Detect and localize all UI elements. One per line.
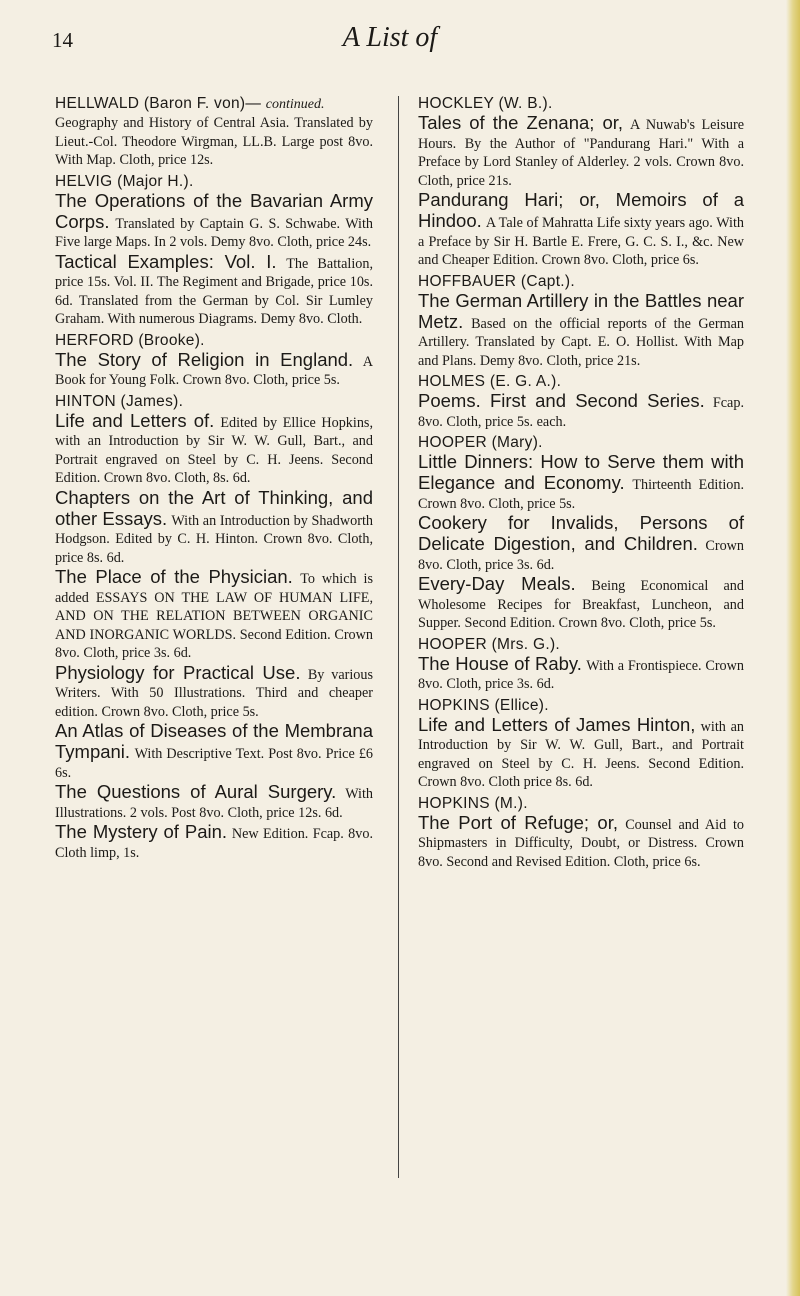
book-listing: [418, 291, 744, 371]
book-listing: [55, 721, 373, 782]
book-title: Tactical Examples: Vol. I.: [55, 250, 277, 272]
page-edge: [786, 0, 800, 1296]
catalogue-entry: [418, 94, 744, 270]
author-heading: [55, 331, 373, 350]
book-title: The Port of Refuge; or,: [418, 811, 618, 833]
book-description: To which is added ESSAYS ON THE LAW OF HUMAN LIFE, AND ON THE RELATION BETWEEN ORGANIC AND INORGANIC WORLDS. Second Edition. Crown 8vo. Cloth, price 3s. 6d.: [55, 571, 374, 661]
book-description: With an Introduction by Shadworth Hodgson. Edited by C. H. Hinton. Crown 8vo. Cloth, price 8s. 6d.: [55, 512, 373, 566]
author-name: HELLWALD (Baron F. von)—: [55, 95, 262, 112]
book-listing: [418, 391, 744, 431]
book-description: By various Writers. With 50 Illustrations. Third and cheaper edition. Crown 8vo. Cloth, price 5s.: [55, 666, 374, 720]
book-title: Cookery for Invalids, Persons of Delicate Digestion, and Children.: [418, 512, 744, 554]
author-name: HOFFBAUER (Capt.).: [418, 272, 575, 290]
running-title: A List of: [342, 22, 438, 53]
catalogue-entry: [418, 372, 744, 431]
book-description: A Nuwab's Leisure Hours. By the Author of "Pandurang Hari." With a Preface by Lord Stanley of Alderley. 2 vols. Crown 8vo. Cloth, price 21s.: [418, 117, 745, 189]
book-title: Pandurang Hari; or, Memoirs of a Hindoo.: [418, 189, 744, 231]
catalogue-entry: [418, 272, 744, 371]
catalogue-entry: [55, 392, 373, 863]
book-listing: [418, 654, 744, 694]
catalogue-entry: [418, 696, 744, 792]
book-description: Counsel and Aid to Shipmasters in Difficulty, Doubt, or Distress. Crown 8vo. Second and Revised Edition. Cloth, price 6s.: [418, 816, 745, 870]
catalogue-entry: [55, 172, 373, 329]
author-name: HOOPER (Mary).: [418, 434, 543, 451]
book-title: Chapters on the Art of Thinking, and other Essays.: [55, 486, 373, 529]
book-description: The Battalion, price 15s. Vol. II. The Regiment and Brigade, price 10s. 6d. Translated from the German by Col. Sir Lumley Graham. With numerous Diagrams. Demy 8vo. Cloth.: [55, 255, 373, 327]
book-title: Tales of the Zenana; or,: [418, 112, 624, 133]
catalogue-entry: [55, 94, 373, 170]
book-title: Physiology for Practical Use.: [55, 661, 301, 683]
right-column: [418, 92, 744, 871]
book-description: With Illustrations. 2 vols. Post 8vo. Cloth, price 12s. 6d.: [55, 786, 374, 821]
catalogue-entry: [55, 331, 373, 390]
book-description: Thirteenth Edition. Crown 8vo. Cloth, price 5s.: [418, 477, 744, 512]
author-heading: [55, 392, 373, 411]
book-description: Geography and History of Central Asia. Translated by Lieut.-Col. Theodore Wirgman, LL.B. Large post 8vo. With Map. Cloth, price 12s.: [55, 115, 373, 168]
author-name: HOLMES (E. G. A.).: [418, 373, 562, 390]
book-listing: [55, 411, 373, 488]
left-column: [55, 92, 373, 862]
book-description: With Descriptive Text. Post 8vo. Price £6 6s.: [55, 746, 374, 781]
author-name: HOPKINS (M.).: [418, 794, 528, 812]
book-description: Crown 8vo. Cloth, price 3s. 6d.: [418, 538, 744, 573]
book-description: A Book for Young Folk. Crown 8vo. Cloth, price 5s.: [55, 353, 373, 388]
book-listing: [418, 715, 744, 792]
author-name: HELVIG (Major H.).: [55, 172, 194, 190]
book-title: The Mystery of Pain.: [55, 821, 228, 842]
author-name: HOCKLEY (W. B.).: [418, 95, 553, 112]
book-listing: [418, 513, 744, 574]
book-listing: [55, 663, 373, 722]
book-listing: [418, 574, 744, 633]
book-title: The Story of Religion in England.: [55, 348, 354, 370]
book-title: The Operations of the Bavarian Army Corps.: [55, 189, 373, 232]
author-heading: [418, 696, 744, 715]
book-description: Translated by Captain G. S. Schwabe. With Five large Maps. In 2 vols. Demy 8vo. Cloth, price 24s.: [55, 215, 373, 250]
book-description: New Edition. Fcap. 8vo. Cloth limp, 1s.: [55, 826, 373, 861]
book-listing: [418, 113, 744, 190]
book-title: The German Artillery in the Battles near Metz.: [418, 289, 744, 332]
book-listing: [418, 452, 744, 513]
book-description: Fcap. 8vo. Cloth, price 5s. each.: [418, 395, 744, 430]
author-heading: [418, 372, 744, 391]
author-heading: [418, 433, 744, 452]
page-number: 14: [52, 28, 73, 52]
author-name: HINTON (James).: [55, 392, 184, 410]
book-listing: [55, 488, 373, 568]
catalogue-entry: [418, 433, 744, 633]
column-divider: [398, 96, 399, 1178]
book-listing: [55, 252, 373, 329]
book-listing: [55, 114, 373, 170]
book-title: The Questions of Aural Surgery.: [55, 781, 337, 802]
book-title: An Atlas of Diseases of the Membrana Tympani.: [55, 720, 373, 762]
book-listing: [55, 822, 373, 862]
book-title: The House of Raby.: [418, 652, 582, 674]
author-heading: [418, 94, 744, 113]
author-heading: [55, 172, 373, 191]
author-name: HOPKINS (Ellice).: [418, 696, 549, 714]
book-listing: [55, 350, 373, 390]
book-description: Being Economical and Wholesome Recipes for Breakfast, Luncheon, and Supper. Second Edition. Crown 8vo. Cloth, price 5s.: [418, 578, 744, 631]
book-title: Little Dinners: How to Serve them with Elegance and Economy.: [418, 451, 744, 493]
book-description: Edited by Ellice Hopkins, with an Introduction by Sir W. W. Gull, Bart., and Portrait engraved on Steel by C. H. Jeens. Second Edition. Crown 8vo. Cloth, 8s. 6d.: [55, 414, 373, 486]
author-heading: [55, 94, 373, 114]
book-description: with an Introduction by Sir W. W. Gull, Bart., and Portrait engraved on Steel by C. H. Jeens. Second Edition. Crown 8vo. Cloth price 8s. 6d.: [418, 718, 745, 790]
book-listing: [55, 782, 373, 822]
book-title: The Place of the Physician.: [55, 566, 293, 587]
book-title: Life and Letters of James Hinton,: [418, 713, 696, 735]
book-description: A Tale of Mahratta Life sixty years ago. With a Preface by Sir H. Bartle E. Frere, G. C. S. I., &c. New and Cheaper Edition. Crown 8vo. Cloth, price 6s.: [418, 215, 744, 268]
book-title: Poems. First and Second Series.: [418, 390, 705, 411]
book-listing: [55, 567, 373, 663]
author-heading: [418, 272, 744, 291]
continued-note: continued.: [265, 97, 325, 112]
book-title: Every-Day Meals.: [418, 573, 576, 594]
page-header: [0, 22, 780, 62]
author-name: HERFORD (Brooke).: [55, 331, 205, 349]
book-title: Life and Letters of.: [55, 409, 215, 431]
book-listing: [55, 191, 373, 252]
author-heading: [418, 635, 744, 654]
book-description: With a Frontispiece. Crown 8vo. Cloth, price 3s. 6d.: [418, 657, 744, 692]
book-description: Based on the official reports of the German Artillery. Translated by Capt. E. O. Hollist. With Map and Plans. Demy 8vo. Cloth, price 21s.: [418, 315, 745, 369]
catalogue-entry: [418, 635, 744, 694]
author-name: HOOPER (Mrs. G.).: [418, 635, 561, 653]
book-listing: [418, 190, 744, 270]
catalogue-entry: [418, 794, 744, 872]
book-listing: [418, 813, 744, 872]
author-heading: [418, 794, 744, 813]
